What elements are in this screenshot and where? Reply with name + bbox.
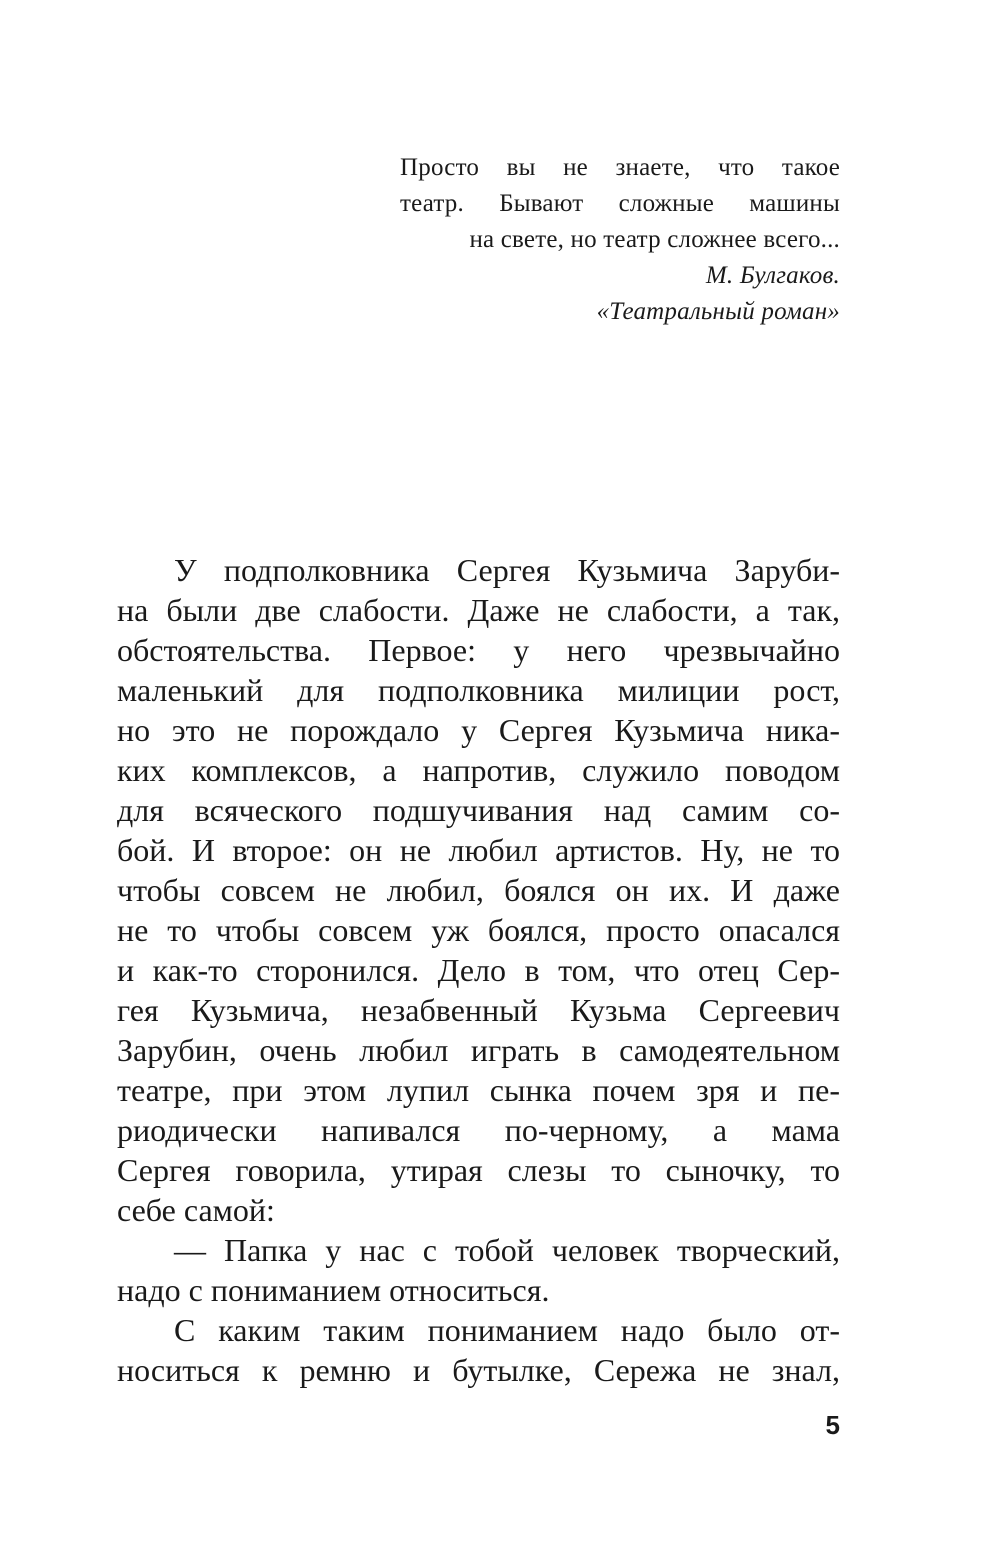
text-line: С каким таким пониманием надо было от- [174, 1312, 840, 1348]
epigraph-line: Просто вы не знаете, что такое [400, 154, 840, 181]
text-line: Сергея говорила, утирая слезы то сыночку, то [117, 1152, 840, 1188]
main-text [117, 550, 840, 1390]
epigraph-author: М. Булгаков. [705, 262, 840, 289]
epigraph-line: на свете, но театр сложнее всего... [469, 226, 840, 253]
text-line: гея Кузьмича, незабвенный Кузьма Сергеевич [117, 992, 840, 1028]
text-line: носиться к ремню и бутылке, Сережа не знал, [117, 1352, 840, 1388]
text-line: Зарубин, очень любил играть в самодеятельном [117, 1032, 840, 1068]
epigraph-source: «Театральный роман» [596, 298, 840, 325]
text-line: себе самой: [117, 1192, 275, 1228]
text-line: бой. И второе: он не любил артистов. Ну, не то [117, 832, 840, 868]
dialogue-line: надо с пониманием относиться. [117, 1272, 550, 1308]
page-number: 5 [825, 1410, 840, 1440]
text-line: риодически напивался по-черному, а мама [117, 1112, 840, 1148]
text-line: для всяческого подшучивания над самим со- [117, 792, 840, 828]
text-line: обстоятельства. Первое: у него чрезвычайно [117, 632, 840, 668]
text-line: и как-то сторонился. Дело в том, что отец Сер- [117, 952, 840, 988]
dialogue-line: — Папка у нас с тобой человек творческий, [174, 1232, 840, 1268]
epigraph [400, 150, 840, 330]
text-line: но это не порождало у Сергея Кузьмича ника- [117, 712, 840, 748]
text-line: У подполковника Сергея Кузьмича Заруби- [174, 552, 840, 588]
text-line: чтобы совсем не любил, боялся он их. И даже [117, 872, 840, 908]
text-line: не то чтобы совсем уж боялся, просто опасался [117, 912, 840, 948]
epigraph-line: театр. Бывают сложные машины [400, 190, 840, 217]
text-line: на были две слабости. Даже не слабости, а так, [117, 592, 840, 628]
text-line: маленький для подполковника милиции рост, [117, 672, 840, 708]
text-line: ких комплексов, а напротив, служило поводом [117, 752, 840, 788]
text-line: театре, при этом лупил сынка почем зря и пе- [117, 1072, 840, 1108]
